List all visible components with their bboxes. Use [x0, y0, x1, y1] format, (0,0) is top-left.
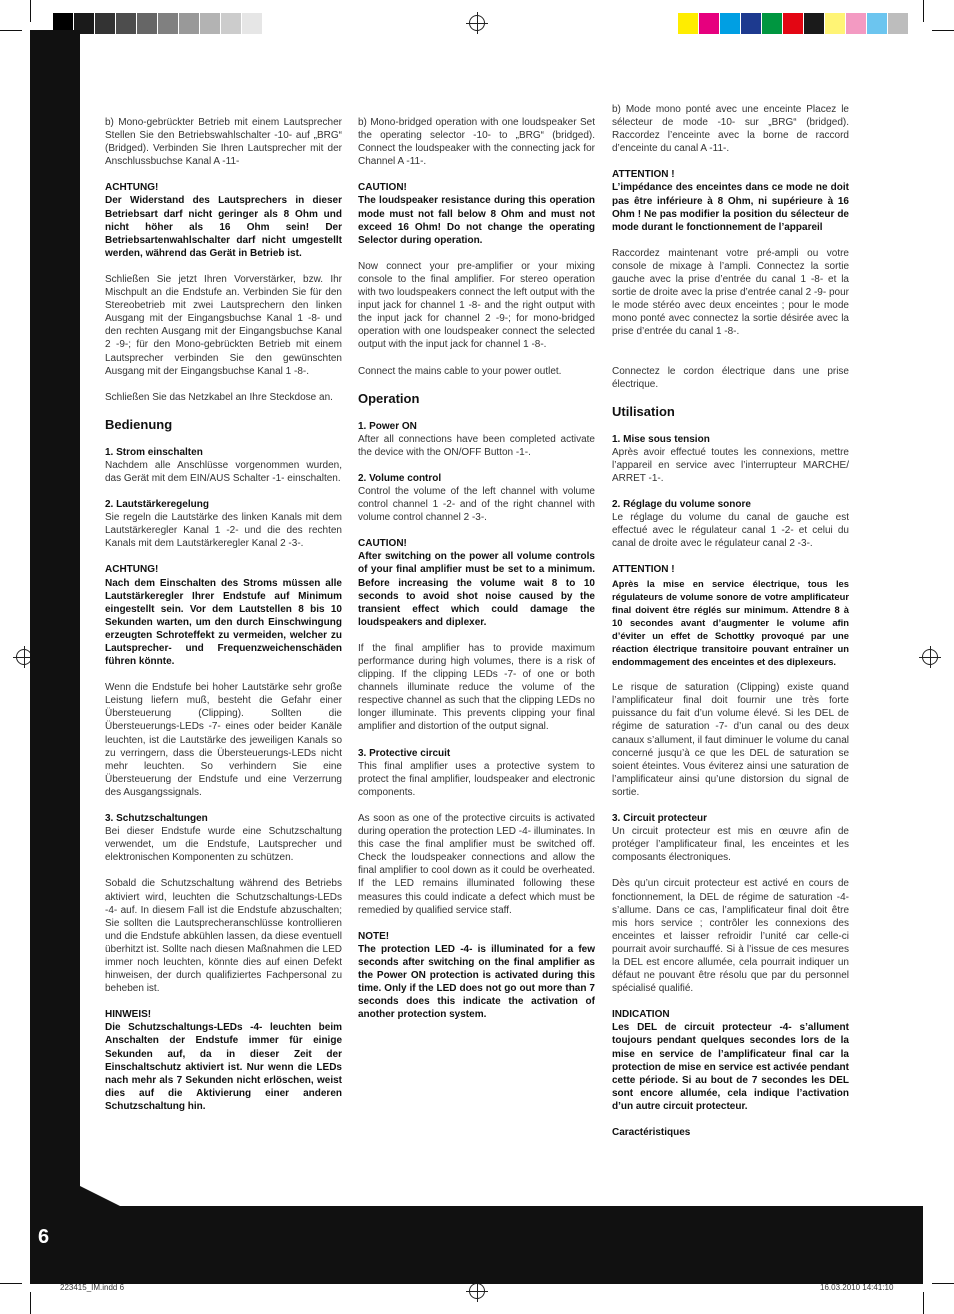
process-swatch-4: [740, 13, 761, 34]
en-protection-title: 3. Protective circuit: [358, 747, 451, 759]
column-german: [105, 116, 342, 1113]
de-connect-text: Schließen Sie jetzt Ihren Vorverstärker, bzw. Ihr Mischpult an die Endstufe an. Verbinden Sie für den Stereobetrieb mit zwei Lautsprechern den linken Ausgang mit der Eingangsbuchse Kanal 1 -8- und den rechten Ausgang mit der Eingangsbuchse Kanal 2 -9-; für den Mono-gebrückten Betrieb mit einem Lautsprecher verbinden Sie den gewünschten Ausgang mit der Eingangsbuchse Kanal 1 -8-.: [105, 273, 342, 377]
en-operation-heading: Operation: [358, 390, 420, 406]
process-swatch-2: [698, 13, 719, 34]
fr-power-on-title: 1. Mise sous tension: [612, 433, 710, 445]
crop-mark-bottom-right-h: [932, 1283, 954, 1284]
slug-datetime: 16.03.2010 14:41:10: [820, 1283, 894, 1292]
process-swatch-5: [761, 13, 782, 34]
fr-note-title: INDICATION: [612, 1009, 670, 1021]
gray-swatch-7: [178, 13, 199, 34]
en-volume-text: Control the volume of the left channel with volume control channel 1 -2- and of the right channel with volume control channel 2 -3-.: [358, 485, 595, 524]
slug-file-info: 223415_IM.indd 6: [60, 1283, 125, 1292]
de-operation-heading: Bedienung: [105, 416, 173, 432]
fr-power-on-text: Après avoir effectué toutes les connexions, mettre l’appareil en service avec l’interrupteur MARCHE/ ARRET -1-.: [612, 446, 849, 484]
gray-swatch-6: [157, 13, 178, 34]
crop-mark-bottom-right-v: [923, 1292, 924, 1314]
fr-operation-heading: Utilisation: [612, 403, 675, 419]
de-volume-text: Sie regeln die Lautstärke des linken Kanals mit dem Lautstärkeregler Kanal 1 -2- und die des rechten Kanals mit dem Lautstärkeregler Kanal 2 -3-.: [105, 512, 342, 550]
grayscale-color-bar: [52, 13, 283, 34]
de-protection-title: 3. Schutzschaltungen: [105, 813, 208, 825]
en-note-text: The protection LED -4- is illuminated for a few seconds after switching on the final amplifier as the Power ON protection is activated during this time. Only if the LED does not go out more than 7 seconds does this indicate the activation of another protection system.: [358, 943, 595, 1021]
gray-swatch-10: [241, 13, 262, 34]
de-warning-1-text: Der Widerstand des Lautsprechers in dieser Betriebsart darf nicht geringer als 8 Ohm und nicht höher als 16 Ohm sein! Der Betriebsartenwahlschalter darf nicht umgestellt werden, während das Gerät in Betrieb ist.: [105, 195, 342, 259]
de-note-text: Die Schutzschaltungs-LEDs -4- leuchten beim Anschalten der Endstufe immer für einige Sekunden auf, da in dieser Zeit der Einschaltschutz aktiviert ist. Nur wenn die LEDs nach mehr als 7 Sekunden nicht erlöschen, weist dies auf die Aktivierung einer anderen Schutzschaltung hin.: [105, 1022, 342, 1112]
process-swatch-11: [887, 13, 908, 34]
en-power-on-text: After all connections have been completed activate the device with the ON/OFF Button -1-.: [358, 433, 595, 458]
column-english: [358, 116, 595, 1021]
crop-mark-top-left-h: [0, 30, 22, 31]
en-volume-title: 2. Volume control: [358, 472, 442, 484]
page-frame-bottom-bar: [30, 1206, 923, 1284]
en-note-title: NOTE!: [358, 930, 390, 942]
fr-warning-1-title: ATTENTION !: [612, 169, 675, 181]
fr-mains-text: Connectez le cordon électrique dans une prise électrique.: [612, 365, 849, 390]
process-swatch-7: [803, 13, 824, 34]
en-mono-bridged-text: b) Mono-bridged operation with one loudspeaker Set the operating selector -10- to „BRG“ (bridged). Connect the loudspeaker with the connecting jack for Channel A -11-.: [358, 117, 595, 168]
fr-connect-text: Raccordez maintenant votre pré-ampli ou votre console de mixage à l’ampli. Connectez la sortie gauche avec la prise d’entrée du canal 1 -8- et la sortie de droite avec la prise d’entrée canal 2 -9- pour le mode stéréo avec deux enceintes ; pour le mode mono ponté avec connectez la sortie désirée avec la prise d’entrée du canal 1 -8-.: [612, 247, 849, 338]
gray-swatch-8: [199, 13, 220, 34]
en-power-on-title: 1. Power ON: [358, 420, 417, 432]
column-french: [612, 103, 849, 1139]
page-frame-corner-wedge: [80, 1186, 120, 1206]
gray-swatch-4: [115, 13, 136, 34]
de-clipping-text: Wenn die Endstufe bei hoher Lautstärke sehr große Leistung liefern muß, besteht die Gefahr einer Übersteuerung (Clipping). Sollten die Übersteuerungs-LEDs -7- eines oder beider Kanäle leuchten, ist die Lautstärke des jeweiligen Kanals so zu verringern, dass die Übersteuerungs-LEDs nicht mehr leuchten. So verhindern Sie eine Übersteuerung der Endstufe und eine Verzerrung des Ausgangssignals.: [105, 682, 342, 798]
gray-swatch-9: [220, 13, 241, 34]
crop-mark-bottom-left-h: [0, 1283, 22, 1284]
de-protection-text: Bei dieser Endstufe wurde eine Schutzschaltung verwendet, um die Endstufe, Lautsprecher und elektronischen Komponenten zu schützen.: [105, 826, 342, 864]
fr-volume-text: Le réglage du volume du canal de gauche est effectué avec le régulateur canal 1 -2- et celui du canal de droite avec le régulateur canal 2 -3-.: [612, 512, 849, 550]
process-swatch-1: [677, 13, 698, 34]
process-swatch-6: [782, 13, 803, 34]
gray-swatch-3: [94, 13, 115, 34]
de-warning-1-title: ACHTUNG!: [105, 182, 159, 194]
en-warning-2-text: After switching on the power all volume controls of your final amplifier must be set to a minimum. Before increasing the volume wait 8 to 10 seconds to avoid shot noise caused by the transient effect which could damage the loudspeakers and diplexer.: [358, 551, 595, 628]
fr-note-text: Les DEL de circuit protecteur -4- s’allument toujours pendant quelques secondes lors de la mise en service de l’amplificateur final car la protection de mise en service est activée pendant cette période. Si au bout de 7 secondes les DEL sont encore allumée, cela indique l’activation d’un autre circuit protecteur.: [612, 1022, 849, 1112]
en-clipping-text: If the final amplifier has to provide maximum performance during high volumes, there is a risk of clipping. If the clipping LEDs -7- of one or both channels illuminate reduce the volume of the respective channel as such that the clipping LEDs no longer illuminate. This prevents clipping your final amplifier and distortion of the output signal.: [358, 642, 595, 733]
en-protection-active-text: As soon as one of the protective circuits is activated during operation the protection LED -4- illuminates. In this case the final amplifier must be switched off. Check the loudspeaker connections and allow the final amplifier to cool down as it could be overheated. If the LED remains illuminated following these measures this could indicate a defect which must be remedied by qualified service staff.: [358, 812, 595, 916]
en-protection-text: This final amplifier uses a protective system to protect the final amplifier, loudspeaker and electronic components.: [358, 760, 595, 798]
fr-clipping-text: Le risque de saturation (Clipping) existe quand l’amplificateur final doit fournir une très forte puissance du fait d’un volume élevé. Si les DEL de régime de saturation -7- d’un canal ou des deux canaux s’allument, il faut diminuer le volume du canal concerné jusqu’à ce que les DEL de saturation se soient éteintes. Vous éviterez ainsi une saturation de l’amplificateur ainsi qu’une distorsion du signal de sortie.: [612, 682, 849, 798]
en-connect-text: Now connect your pre-amplifier or your mixing console to the final amplifier. For stereo operation with two loudspeakers connect the left output with the input jack for channel 1 -8- and the right output with the input jack for channel 2 -9-; for mono-bridged operation with one loudspeaker connect the selected output with the input jack for channel 1 -8-.: [358, 260, 595, 351]
registration-mark-top-icon: [469, 15, 485, 31]
registration-mark-right-icon: [922, 649, 938, 665]
en-mains-text: Connect the mains cable to your power outlet.: [358, 365, 562, 377]
crop-mark-top-left-v: [30, 0, 31, 22]
gray-swatch-5: [136, 13, 157, 34]
de-warning-2-text: Nach dem Einschalten des Stroms müssen alle Lautstärkeregler Ihrer Endstufe auf Minimum eingestellt sein. Vor dem Lautstellen 8 bis 10 Sekunden warten, um den durch Einschwingung erzeugten Schroteffekt zu vermeiden, welcher zu Lautsprecher- und Frequenzweichenschäden führen könnte.: [105, 577, 342, 668]
en-warning-1-text: The loudspeaker resistance during this operation mode must not fall below 8 Ohm and must not exceed 16 Ohm! Do not change the operating Selector during operation.: [358, 195, 595, 246]
crop-mark-top-right-v: [923, 0, 924, 22]
en-warning-2-title: CAUTION!: [358, 538, 407, 550]
de-mono-bridged-text: b) Mono-gebrückter Betrieb mit einem Lautsprecher Stellen Sie den Betriebswahlschalter -10- auf „BRG“ (Bridged). Verbinden Sie Ihren Lautsprecher mit der Anschlussbuchse Kanal A -11-: [105, 117, 342, 168]
de-protection-active-text: Sobald die Schutzschaltung während des Betriebs aktiviert wird, leuchten die Schutzschaltungs-LEDs -4- auf. In diesem Fall ist die Endstufe abzuschalten; Sie sollten die Lautsprecheranschlüsse kontrollieren und die Endstufe abkühlen lassen, da diese eventuell überhitzt ist. Sollte nach diesen Maßnahmen die LED immer noch leuchten, könnte dies auf einen Defekt hinweisen, der durch qualifiziertes Fachpersonal zu beheben ist.: [105, 878, 342, 995]
fr-mono-bridged-text: b) Mode mono ponté avec une enceinte Placez le sélecteur de mode -10- sur „BRG“ (bridged). Raccordez l’enceinte avec la borne de raccord d’enceinte du canal A -11-.: [612, 104, 849, 155]
registration-mark-bottom-icon: [469, 1283, 485, 1299]
fr-warning-1-text: L’impédance des enceintes dans ce mode ne doit pas être inférieure à 8 Ohm, ni supérieure à 16 Ohm ! Ne pas modifier la position du sélecteur de mode durant le fonctionnement de l’appareil: [612, 182, 849, 233]
fr-warning-2-text: Après la mise en service électrique, tous les régulateurs de volume sonore de votre amplificateur final doivent être réglés sur minimum. Attendre 8 à 10 secondes avant d’augmenter le volume afin d’éviter un effet de Schottky provoqué par une réaction électrique transitoire pouvant entraîner un endommagement des enceintes et des diplexeurs.: [612, 577, 849, 668]
fr-specifications-heading: Caractéristiques: [612, 1127, 691, 1138]
process-swatch-3: [719, 13, 740, 34]
crop-mark-bottom-left-v: [30, 1292, 31, 1314]
en-warning-1-title: CAUTION!: [358, 182, 407, 194]
de-warning-2-title: ACHTUNG!: [105, 564, 159, 576]
process-swatch-9: [845, 13, 866, 34]
fr-warning-2-title: ATTENTION !: [612, 564, 675, 576]
process-swatch-10: [866, 13, 887, 34]
de-volume-title: 2. Lautstärkeregelung: [105, 499, 209, 511]
fr-protection-title: 3. Circuit protecteur: [612, 813, 708, 825]
process-color-bar: [677, 13, 908, 34]
process-swatch-8: [824, 13, 845, 34]
page-frame-left-bar: [30, 30, 80, 1284]
de-power-on-text: Nachdem alle Anschlüsse vorgenommen wurden, das Gerät mit dem EIN/AUS Schalter -1- einschalten.: [105, 459, 342, 484]
page-number: 6: [38, 1226, 50, 1248]
crop-mark-top-right-h: [932, 30, 954, 31]
de-power-on-title: 1. Strom einschalten: [105, 446, 203, 458]
gray-swatch-11: [262, 13, 283, 34]
fr-protection-active-text: Dès qu’un circuit protecteur est activé en cours de fonctionnement, la DEL de régime de saturation -4- s’allume. Dans ce cas, l’amplificateur final doit être mis hors service ; contrôler les connexions des enceintes et laisser refroidir l’unité car celle-ci pourrait avoir surchauffé. Si à l’issue de ces mesures la DEL est encore allumée, cela pourrait indiquer un défaut ne pouvant être résolu que par du personnel spécialisé qualifié.: [612, 878, 849, 995]
de-note-title: HINWEIS!: [105, 1009, 152, 1021]
fr-protection-text: Un circuit protecteur est mis en œuvre afin de protéger l’amplificateur final, les enceintes et les composants électroniques.: [612, 826, 849, 864]
fr-volume-title: 2. Réglage du volume sonore: [612, 499, 751, 511]
de-mains-text: Schließen Sie das Netzkabel an Ihre Steckdose an.: [105, 391, 333, 403]
